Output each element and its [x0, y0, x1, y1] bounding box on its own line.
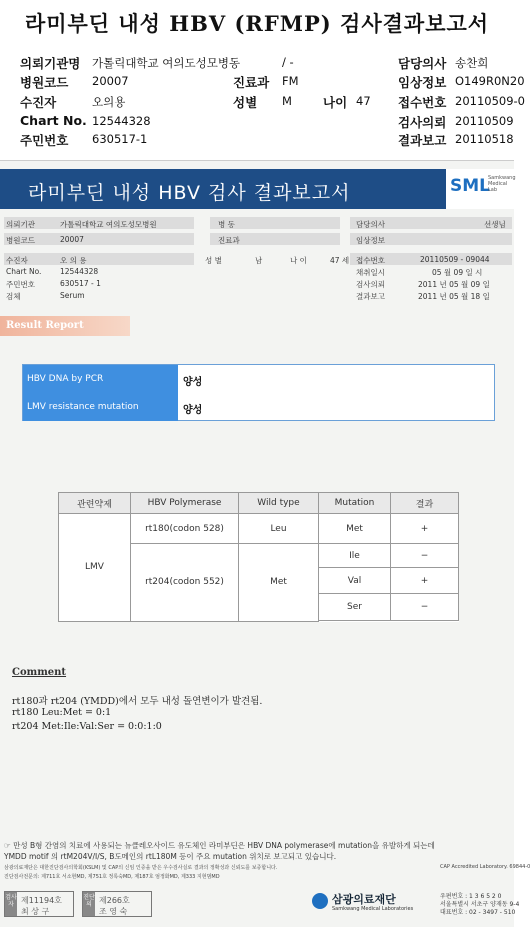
mutation-table — [58, 492, 459, 622]
address-line: 서울특별시 서초구 양재동 9-4 — [440, 901, 520, 908]
receipt-no-label: 접수번호 — [398, 95, 447, 110]
header-polymerase: HBV Polymerase — [131, 493, 239, 514]
sml-logo-subtext: Samkwang Medical Lab — [488, 175, 516, 193]
physician-stamp-tag: 진단의 — [83, 892, 95, 916]
result-cell: − — [391, 544, 459, 568]
physician-stamp-number: 제266호 — [99, 896, 130, 905]
comment-line: rt180 Leu:Met = 0:1 — [12, 707, 112, 718]
chart-no-value: 12544328 — [92, 114, 151, 128]
scanned-report — [0, 160, 530, 927]
info-org-value: 가톨릭대학교 여의도성모병원 — [60, 220, 157, 229]
info-report-value: 2011 년 05 월 18 일 — [418, 292, 490, 301]
dept-label: 진료과 — [233, 75, 270, 90]
result-report-tab — [0, 316, 130, 336]
clinical-info-label: 임상정보 — [398, 75, 447, 90]
info-sex-label: 성 별 — [205, 256, 222, 265]
report-date-value: 20110518 — [455, 132, 514, 146]
header-drug: 관련약제 — [59, 493, 131, 514]
doctor-value: 송찬희 — [455, 56, 489, 70]
dept-value: FM — [282, 74, 299, 88]
info-dept-label: 진료과 — [218, 236, 240, 245]
info-age-label: 나 이 — [290, 256, 307, 265]
org-value: 가톨릭대학교 여의도성모병동 — [92, 56, 241, 70]
org-label: 의뢰기관명 — [20, 56, 81, 71]
info-patient-label: 수진자 — [6, 256, 28, 265]
info-ward-label: 병 동 — [218, 220, 235, 229]
ward-value: / - — [282, 55, 294, 69]
info-request-value: 2011 년 05 월 09 일 — [418, 280, 490, 289]
footnote-line: ☞ 만성 B형 간염의 치료에 사용되는 뉴클레오사이드 유도체인 라미부딘은 HBV DNA polymerase에 mutation을 유발하게 되는데 — [4, 841, 435, 850]
table-row — [59, 514, 459, 544]
info-patient-value: 오 의 용 — [60, 256, 87, 265]
sex-value: M — [282, 94, 292, 108]
info-age-value: 47 세 — [330, 256, 350, 265]
receipt-no-value: 20110509-0 — [455, 94, 525, 108]
info-receipt-no-value: 20110509 - 09044 — [420, 255, 490, 264]
age-value: 47 — [356, 94, 371, 108]
info-report-label: 결과보고 — [356, 292, 385, 301]
resident-no-label: 주민번호 — [20, 133, 69, 148]
sml-logo-text: SML — [450, 176, 490, 196]
drug-cell: LMV — [59, 514, 131, 622]
age-label: 나이 — [323, 95, 348, 110]
physician-stamp — [82, 891, 152, 917]
report-date-label: 결과보고 — [398, 133, 447, 148]
result-summary-box — [22, 364, 495, 421]
polymerase-cell: rt204(codon 552) — [131, 544, 239, 622]
result-value-lmv-mutation: 양성 — [183, 405, 203, 416]
info-org-label: 의뢰기관 — [6, 220, 35, 229]
result-label-lmv-mutation: LMV resistance mutation — [23, 393, 178, 421]
mutation-cell: Val — [319, 568, 391, 594]
sml-logo — [446, 169, 514, 209]
address-line: 우편번호 : 1 3 6 5 2 0 — [440, 893, 502, 900]
tester-stamp — [4, 891, 74, 917]
info-chart-no-value: 12544328 — [60, 267, 99, 276]
result-label-hbv-dna: HBV DNA by PCR — [23, 365, 178, 393]
info-doctor-value: 선생님 — [484, 220, 506, 229]
table-header-row — [59, 493, 459, 514]
info-sex-value: 남 — [255, 256, 263, 265]
clinical-info-value: O149R0N20 — [455, 74, 525, 88]
hosp-code-label: 병원코드 — [20, 75, 69, 90]
mutation-cell: Ile — [319, 544, 391, 568]
footnote-line: YMDD motif 의 rtM204V/I/S, B도메인의 rtL180M 등이 주요 mutation 위치로 보고되고 있습니다. — [4, 852, 337, 861]
address-line: 대표번호 : 02 - 3497 - 510 — [440, 909, 516, 916]
request-date-label: 검사의뢰 — [398, 115, 447, 130]
tester-stamp-name: 최 상 구 — [21, 907, 50, 916]
info-doctor-label: 담당의사 — [356, 220, 385, 229]
info-chart-no-label: Chart No. — [6, 267, 42, 276]
header-result: 결과 — [391, 493, 459, 514]
result-report-title: Result Report — [6, 320, 84, 331]
mutation-cell: Ser — [319, 594, 391, 621]
cap-accreditation: CAP Accredited Laboratory. 69844-0 — [440, 864, 530, 870]
result-value-hbv-dna: 양성 — [183, 377, 203, 388]
comment-line: rt204 Met:Ile:Val:Ser = 0:0:1:0 — [12, 721, 162, 732]
wild-type-cell: Met — [239, 544, 319, 622]
info-hosp-code-label: 병원코드 — [6, 236, 35, 245]
result-cell: + — [391, 568, 459, 594]
info-receipt-no-label: 접수번호 — [356, 256, 385, 265]
certification-line: 삼광의료재단은 대한진단검사의학회(KSLM) 및 CAP의 신임 인증을 받은 우수검사실로 결과의 정확성과 신뢰도를 보증합니다. — [4, 865, 278, 871]
info-resident-no-label: 주민번호 — [6, 280, 35, 289]
info-clinical-label: 임상정보 — [356, 236, 385, 245]
physician-stamp-name: 조 영 숙 — [99, 907, 128, 916]
info-collect-value: 05 월 09 일 시 — [432, 268, 483, 277]
wild-type-cell: Leu — [239, 514, 319, 544]
sex-label: 성별 — [233, 95, 258, 110]
patient-label: 수진자 — [20, 95, 57, 110]
tester-stamp-tag: 검사자 — [5, 892, 17, 916]
info-specimen-label: 검체 — [6, 292, 21, 301]
comment-title: Comment — [12, 667, 67, 678]
comment-line: rt180과 rt204 (YMDD)에서 모두 내성 돌연변이가 발견됨. — [12, 696, 263, 707]
cover-header-info — [0, 52, 525, 152]
request-date-value: 20110509 — [455, 114, 514, 128]
report-title: 라미부딘 내성 HBV 검사 결과보고서 — [28, 182, 351, 204]
header-mutation: Mutation — [319, 493, 391, 514]
organization-name: 삼광의료재단 — [332, 893, 396, 906]
organization-address — [440, 893, 519, 917]
report-banner — [0, 169, 514, 209]
info-resident-no-value: 630517 - 1 — [60, 279, 101, 288]
mutation-cell: Met — [319, 514, 391, 544]
hosp-code-value: 20007 — [92, 74, 129, 88]
chart-no-label: Chart No. — [20, 113, 87, 128]
info-hosp-code-value: 20007 — [60, 235, 84, 244]
tester-stamp-number: 제11194호 — [21, 896, 62, 905]
result-cell: − — [391, 594, 459, 621]
staff-line: 진단검사전문의: 제711호 서소현MD, 제751호 정록숙MD, 제187호 엄정화MD, 제333 지현범MD — [4, 874, 220, 880]
result-cell: + — [391, 514, 459, 544]
sml-circle-icon — [312, 893, 328, 909]
info-specimen-value: Serum — [60, 291, 85, 300]
organization-logo — [312, 891, 437, 917]
polymerase-cell: rt180(codon 528) — [131, 514, 239, 544]
info-collect-label: 채취일시 — [356, 268, 385, 277]
header-wild-type: Wild type — [239, 493, 319, 514]
resident-no-value: 630517-1 — [92, 132, 148, 146]
cover-title: 라미부딘 내성 HBV (RFMP) 검사결과보고서 — [24, 11, 490, 36]
doctor-label: 담당의사 — [398, 56, 447, 71]
patient-value: 오의용 — [92, 95, 126, 109]
info-request-label: 검사의뢰 — [356, 280, 385, 289]
organization-subtitle: Samkwang Medical Laboratories — [332, 906, 414, 912]
